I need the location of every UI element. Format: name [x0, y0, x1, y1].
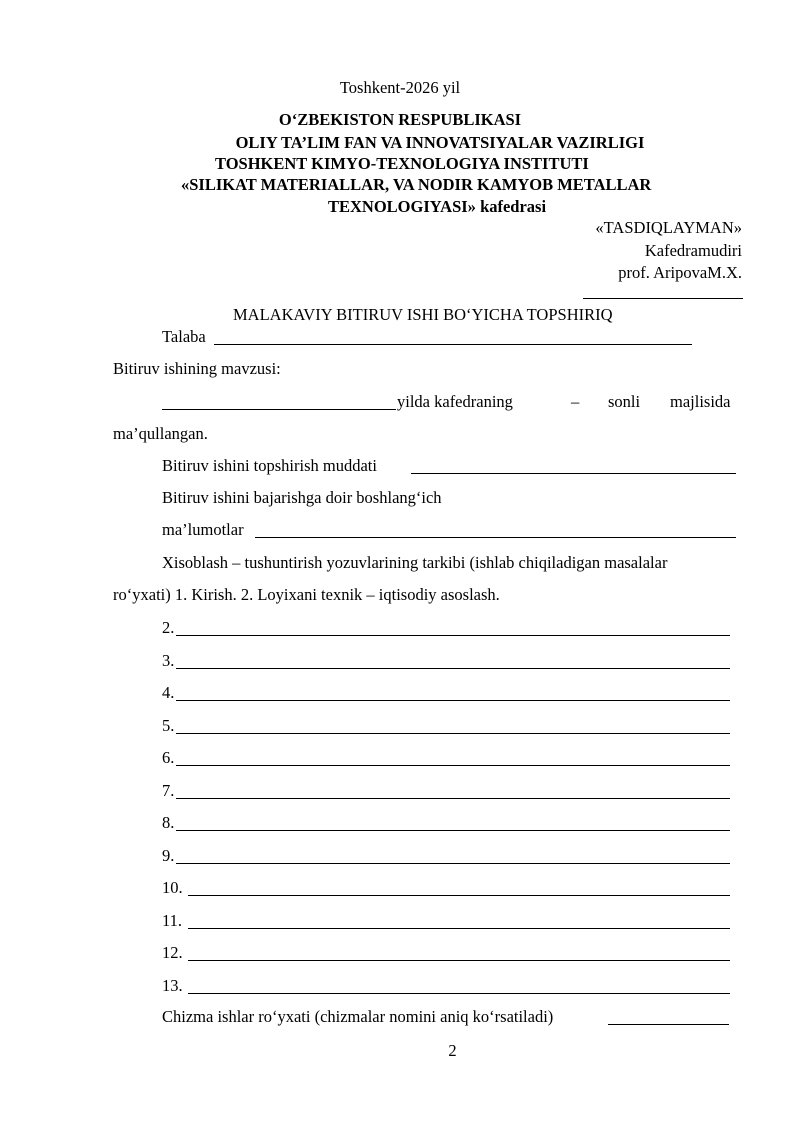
numbered-item-field[interactable] [188, 960, 730, 961]
header-institute: TOSHKENT KIMYO-TEXNOLOGIYA INSTITUTI [215, 154, 589, 173]
numbered-item-label: 2. [162, 618, 175, 637]
numbered-item-label: 9. [162, 845, 175, 865]
drawings-label: Chizma ishlar ro‘yxati (chizmalar nomini aniq ko‘rsatiladi) [162, 1007, 554, 1026]
approval-name: prof. AripovaM.X. [618, 263, 742, 282]
header-country: O‘ZBEKISTON RESPUBLIKASI [278, 110, 522, 129]
numbered-item-label: 3. [162, 650, 175, 670]
numbered-item-field[interactable] [188, 928, 730, 929]
numbered-item-field[interactable] [188, 993, 730, 994]
numbered-item-field[interactable] [176, 700, 730, 701]
initial-data-label-2: ma’lumotlar [162, 520, 244, 539]
header-department-line1: «SILIKAT MATERIALLAR, VA NODIR KAMYOB METALLAR [181, 175, 652, 194]
header-department-line2 [328, 199, 546, 216]
header-department-suffix: kafedrasi [475, 197, 547, 216]
numbered-item-label: 13. [162, 975, 183, 995]
approval-title: «TASDIQLAYMAN» [595, 218, 742, 237]
form-title: MALAKAVIY BITIRUV ISHI BO‘YICHA TOPSHIRIQ [233, 305, 613, 324]
numbered-item-label: 5. [162, 715, 175, 735]
numbered-item-field[interactable] [176, 765, 730, 766]
approved-year-text: yilda kafedraning [397, 392, 513, 411]
header-department-name-end: TEXNOLOGIYASI» [328, 197, 476, 216]
deadline-field[interactable] [411, 473, 736, 474]
content-label-2: ro‘yxati) 1. Kirish. 2. Loyixani texnik – iqtisodiy asoslash. [113, 585, 500, 604]
header-ministry: OLIY TA’LIM FAN VA INNOVATSIYALAR VAZIRLIGI [235, 133, 645, 152]
student-label: Talaba [162, 327, 206, 346]
approved-dash: – [571, 392, 580, 411]
numbered-item-label: 11. [162, 910, 183, 930]
numbered-item-label: 10. [162, 878, 183, 897]
initial-data-label-1: Bitiruv ishini bajarishga doir boshlang‘ich [162, 488, 442, 507]
drawings-field[interactable] [608, 1024, 729, 1025]
topic-label: Bitiruv ishining mavzusi: [113, 359, 281, 378]
numbered-item-field[interactable] [176, 830, 730, 831]
numbered-item-label: 7. [162, 780, 175, 800]
signature-line[interactable] [583, 298, 743, 299]
numbered-item-label: 6. [162, 748, 175, 767]
approved-end: ma’qullangan. [113, 424, 208, 443]
numbered-item-field[interactable] [176, 635, 730, 636]
deadline-label: Bitiruv ishini topshirish muddati [162, 456, 377, 475]
initial-data-field[interactable] [255, 537, 736, 538]
numbered-item-field[interactable] [176, 668, 730, 669]
numbered-item-field[interactable] [176, 863, 730, 864]
content-label-1: Xisoblash – tushuntirish yozuvlarining tarkibi (ishlab chiqiladigan masalalar [162, 553, 668, 572]
numbered-item-field[interactable] [188, 895, 730, 896]
approved-sonli: sonli [608, 392, 641, 411]
approved-majlisida: majlisida [670, 392, 731, 411]
approval-date-field[interactable] [162, 409, 396, 410]
numbered-item-field[interactable] [176, 798, 730, 799]
approval-role: Kafedramudiri [644, 241, 742, 260]
numbered-item-field[interactable] [176, 733, 730, 734]
numbered-item-label: 4. [162, 683, 175, 702]
city-year: Toshkent-2026 yil [339, 78, 461, 97]
numbered-item-label: 8. [162, 813, 175, 832]
student-field[interactable] [214, 344, 692, 345]
numbered-item-label: 12. [162, 943, 183, 962]
page-number: 2 [448, 1041, 457, 1060]
